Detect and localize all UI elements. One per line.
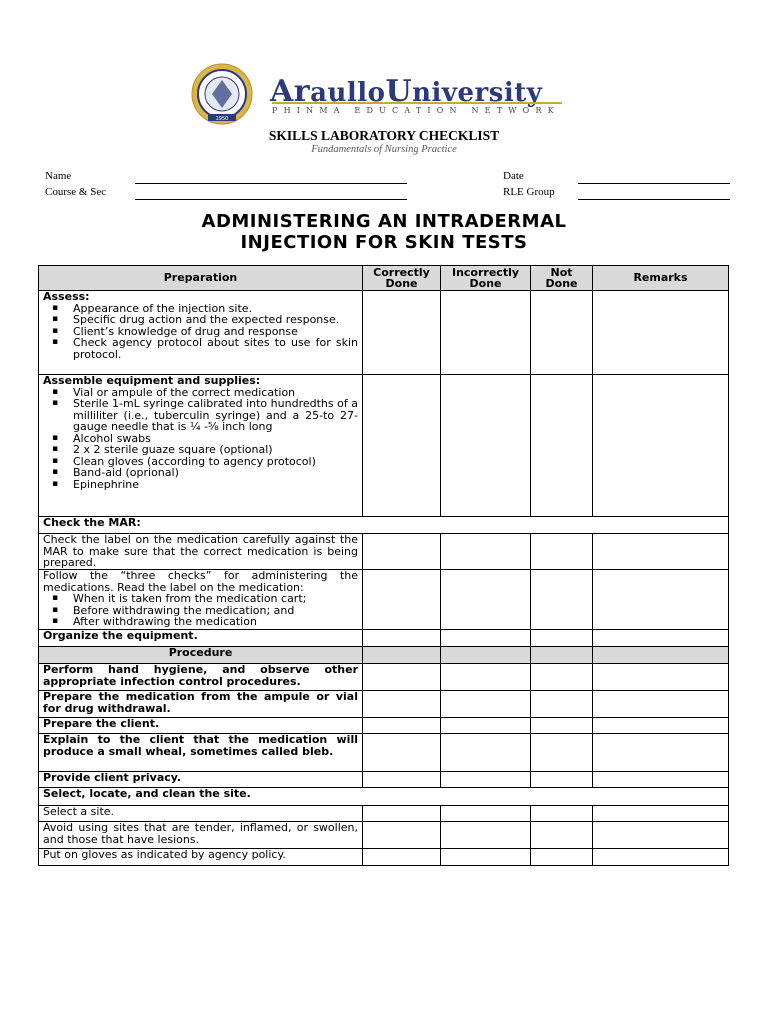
remarks-cell[interactable]	[593, 570, 729, 630]
university-logo	[190, 62, 580, 124]
list-item: ▪ Before withdrawing the medication; and	[73, 605, 358, 617]
incorrectly-done-cell[interactable]	[441, 534, 531, 570]
not-done-cell[interactable]	[531, 570, 593, 630]
table-row	[39, 375, 729, 517]
correctly-done-cell[interactable]	[363, 375, 441, 517]
three-checks-text: Follow the “three checks” for administering the medications. Read the label on the medication:	[43, 569, 358, 594]
table-row	[39, 849, 729, 866]
name-label: Name	[45, 170, 72, 182]
remarks-cell[interactable]	[593, 375, 729, 517]
seal-year: 1950	[215, 116, 229, 122]
remarks-cell[interactable]	[593, 691, 729, 718]
not-done-cell[interactable]	[531, 630, 593, 647]
brand-name: AraulloUniversity	[270, 74, 543, 109]
correctly-done-cell[interactable]	[363, 849, 441, 866]
document-subtitle: Fundamentals of Nursing Practice	[311, 144, 457, 155]
table-row	[39, 718, 729, 734]
correctly-done-cell[interactable]	[363, 691, 441, 718]
correctly-done-cell[interactable]	[363, 664, 441, 691]
table-row	[39, 806, 729, 822]
correctly-done-cell[interactable]	[363, 534, 441, 570]
incorrectly-done-cell[interactable]	[441, 570, 531, 630]
not-done-cell[interactable]	[531, 375, 593, 517]
incorrectly-done-cell[interactable]	[441, 849, 531, 866]
incorrectly-done-cell[interactable]	[441, 664, 531, 691]
list-item: ▪ Appearance of the injection site.	[73, 303, 358, 315]
remarks-cell[interactable]	[593, 718, 729, 734]
correctly-done-cell[interactable]	[363, 630, 441, 647]
remarks-cell[interactable]	[593, 734, 729, 772]
table-row	[39, 788, 729, 806]
not-done-cell[interactable]	[531, 772, 593, 788]
remarks-cell[interactable]	[593, 772, 729, 788]
document-title: SKILLS LABORATORY CHECKLIST	[268, 128, 500, 143]
list-item: ▪ Alcohol swabs	[73, 433, 358, 445]
course-label: Course & Sec	[45, 186, 107, 198]
list-item: ▪ Specific drug action and the expected response.	[73, 314, 358, 326]
step-cell: Avoid using sites that are tender, inflamed, or swollen, and those that have lesions.	[39, 822, 363, 849]
correctly-done-cell[interactable]	[363, 806, 441, 822]
date-field[interactable]	[578, 183, 730, 184]
table-row	[39, 822, 729, 849]
table-row	[39, 772, 729, 788]
brand-network: PHINMA EDUCATION NETWORK	[272, 102, 562, 115]
incorrectly-done-cell[interactable]	[441, 822, 531, 849]
check-label-cell: Check the label on the medication carefully against the MAR to make sure that the correct medication is being prepared.	[39, 534, 363, 570]
incorrectly-done-cell[interactable]	[441, 375, 531, 517]
table-header-row	[39, 266, 729, 291]
not-done-cell[interactable]	[531, 734, 593, 772]
list-item: ▪ Vial or ampule of the correct medication	[73, 387, 358, 399]
not-done-cell[interactable]	[531, 718, 593, 734]
not-done-cell[interactable]	[531, 691, 593, 718]
incorrectly-done-cell[interactable]	[441, 691, 531, 718]
incorrectly-done-cell[interactable]	[441, 734, 531, 772]
correctly-done-cell[interactable]	[363, 291, 441, 375]
not-done-cell[interactable]	[531, 664, 593, 691]
step-cell: Put on gloves as indicated by agency policy.	[39, 849, 363, 866]
table-row	[39, 630, 729, 647]
list-item: ▪ After withdrawing the medication	[73, 616, 358, 628]
list-item: ▪ 2 x 2 sterile guaze square (optional)	[73, 444, 358, 456]
step-cell: Select a site.	[39, 806, 363, 822]
remarks-cell[interactable]	[593, 291, 729, 375]
list-item: ▪ Epinephrine	[73, 479, 358, 491]
step-cell: Prepare the medication from the ampule or vial for drug withdrawal.	[39, 691, 363, 718]
not-done-cell[interactable]	[531, 291, 593, 375]
correctly-done-cell[interactable]	[363, 734, 441, 772]
organize-cell: Organize the equipment.	[39, 630, 363, 647]
incorrectly-done-cell[interactable]	[441, 772, 531, 788]
remarks-cell[interactable]	[593, 849, 729, 866]
select-site-heading: Select, locate, and clean the site.	[39, 788, 729, 806]
correctly-done-cell[interactable]	[363, 822, 441, 849]
name-field[interactable]	[135, 183, 407, 184]
table-row	[39, 291, 729, 375]
header-not-done: Not Done	[531, 266, 593, 291]
step-cell: Provide client privacy.	[39, 772, 363, 788]
step-cell: Explain to the client that the medication will produce a small wheal, sometimes called bleb.	[39, 734, 363, 772]
assess-cell	[39, 291, 363, 375]
header-remarks: Remarks	[593, 266, 729, 291]
table-row	[39, 534, 729, 570]
procedure-title: ADMINISTERING AN INTRADERMAL INJECTION FOR SKIN TESTS	[201, 211, 567, 253]
step-cell: Prepare the client.	[39, 718, 363, 734]
checklist-table	[38, 265, 729, 866]
assess-heading: Assess:	[43, 290, 90, 303]
three-checks-cell	[39, 570, 363, 630]
incorrectly-done-cell[interactable]	[441, 718, 531, 734]
list-item: ▪ Clean gloves (according to agency protocol)	[73, 456, 358, 468]
correctly-done-cell[interactable]	[363, 772, 441, 788]
table-row	[39, 517, 729, 534]
incorrectly-done-cell[interactable]	[441, 630, 531, 647]
table-row	[39, 647, 729, 664]
procedure-header: Procedure	[39, 647, 363, 664]
rle-group-field[interactable]	[578, 199, 730, 200]
not-done-cell[interactable]	[531, 849, 593, 866]
list-item: ▪ Sterile 1-mL syringe calibrated into hundredths of a milliliter (i.e., tuberculin syringe) and a 25-to 27-gauge needle that is ¼ -⅝ inch long	[73, 398, 358, 433]
list-item: ▪ When it is taken from the medication cart;	[73, 593, 358, 605]
incorrectly-done-cell[interactable]	[441, 806, 531, 822]
correctly-done-cell[interactable]	[363, 718, 441, 734]
table-row	[39, 664, 729, 691]
list-item: ▪ Check agency protocol about sites to use for skin protocol.	[73, 337, 358, 360]
not-done-cell[interactable]	[531, 534, 593, 570]
date-label: Date	[503, 170, 524, 182]
course-field[interactable]	[135, 199, 407, 200]
table-row	[39, 734, 729, 772]
university-seal-icon	[190, 62, 254, 126]
rle-group-label: RLE Group	[503, 186, 555, 198]
check-mar-heading: Check the MAR:	[39, 517, 729, 534]
header-preparation: Preparation	[39, 266, 363, 291]
table-row	[39, 691, 729, 718]
step-cell: Perform hand hygiene, and observe other appropriate infection control procedures.	[39, 664, 363, 691]
remarks-cell[interactable]	[593, 534, 729, 570]
remarks-cell[interactable]	[593, 664, 729, 691]
incorrectly-done-cell[interactable]	[441, 291, 531, 375]
list-item: ▪ Band-aid (oprional)	[73, 467, 358, 479]
list-item: ▪ Client’s knowledge of drug and response	[73, 326, 358, 338]
header-incorrectly-done: Incorrectly Done	[441, 266, 531, 291]
correctly-done-cell[interactable]	[363, 570, 441, 630]
assemble-cell	[39, 375, 363, 517]
table-row	[39, 570, 729, 630]
header-correctly-done: Correctly Done	[363, 266, 441, 291]
remarks-cell[interactable]	[593, 822, 729, 849]
assemble-heading: Assemble equipment and supplies:	[43, 374, 261, 387]
remarks-cell[interactable]	[593, 630, 729, 647]
not-done-cell[interactable]	[531, 806, 593, 822]
not-done-cell[interactable]	[531, 822, 593, 849]
remarks-cell[interactable]	[593, 806, 729, 822]
